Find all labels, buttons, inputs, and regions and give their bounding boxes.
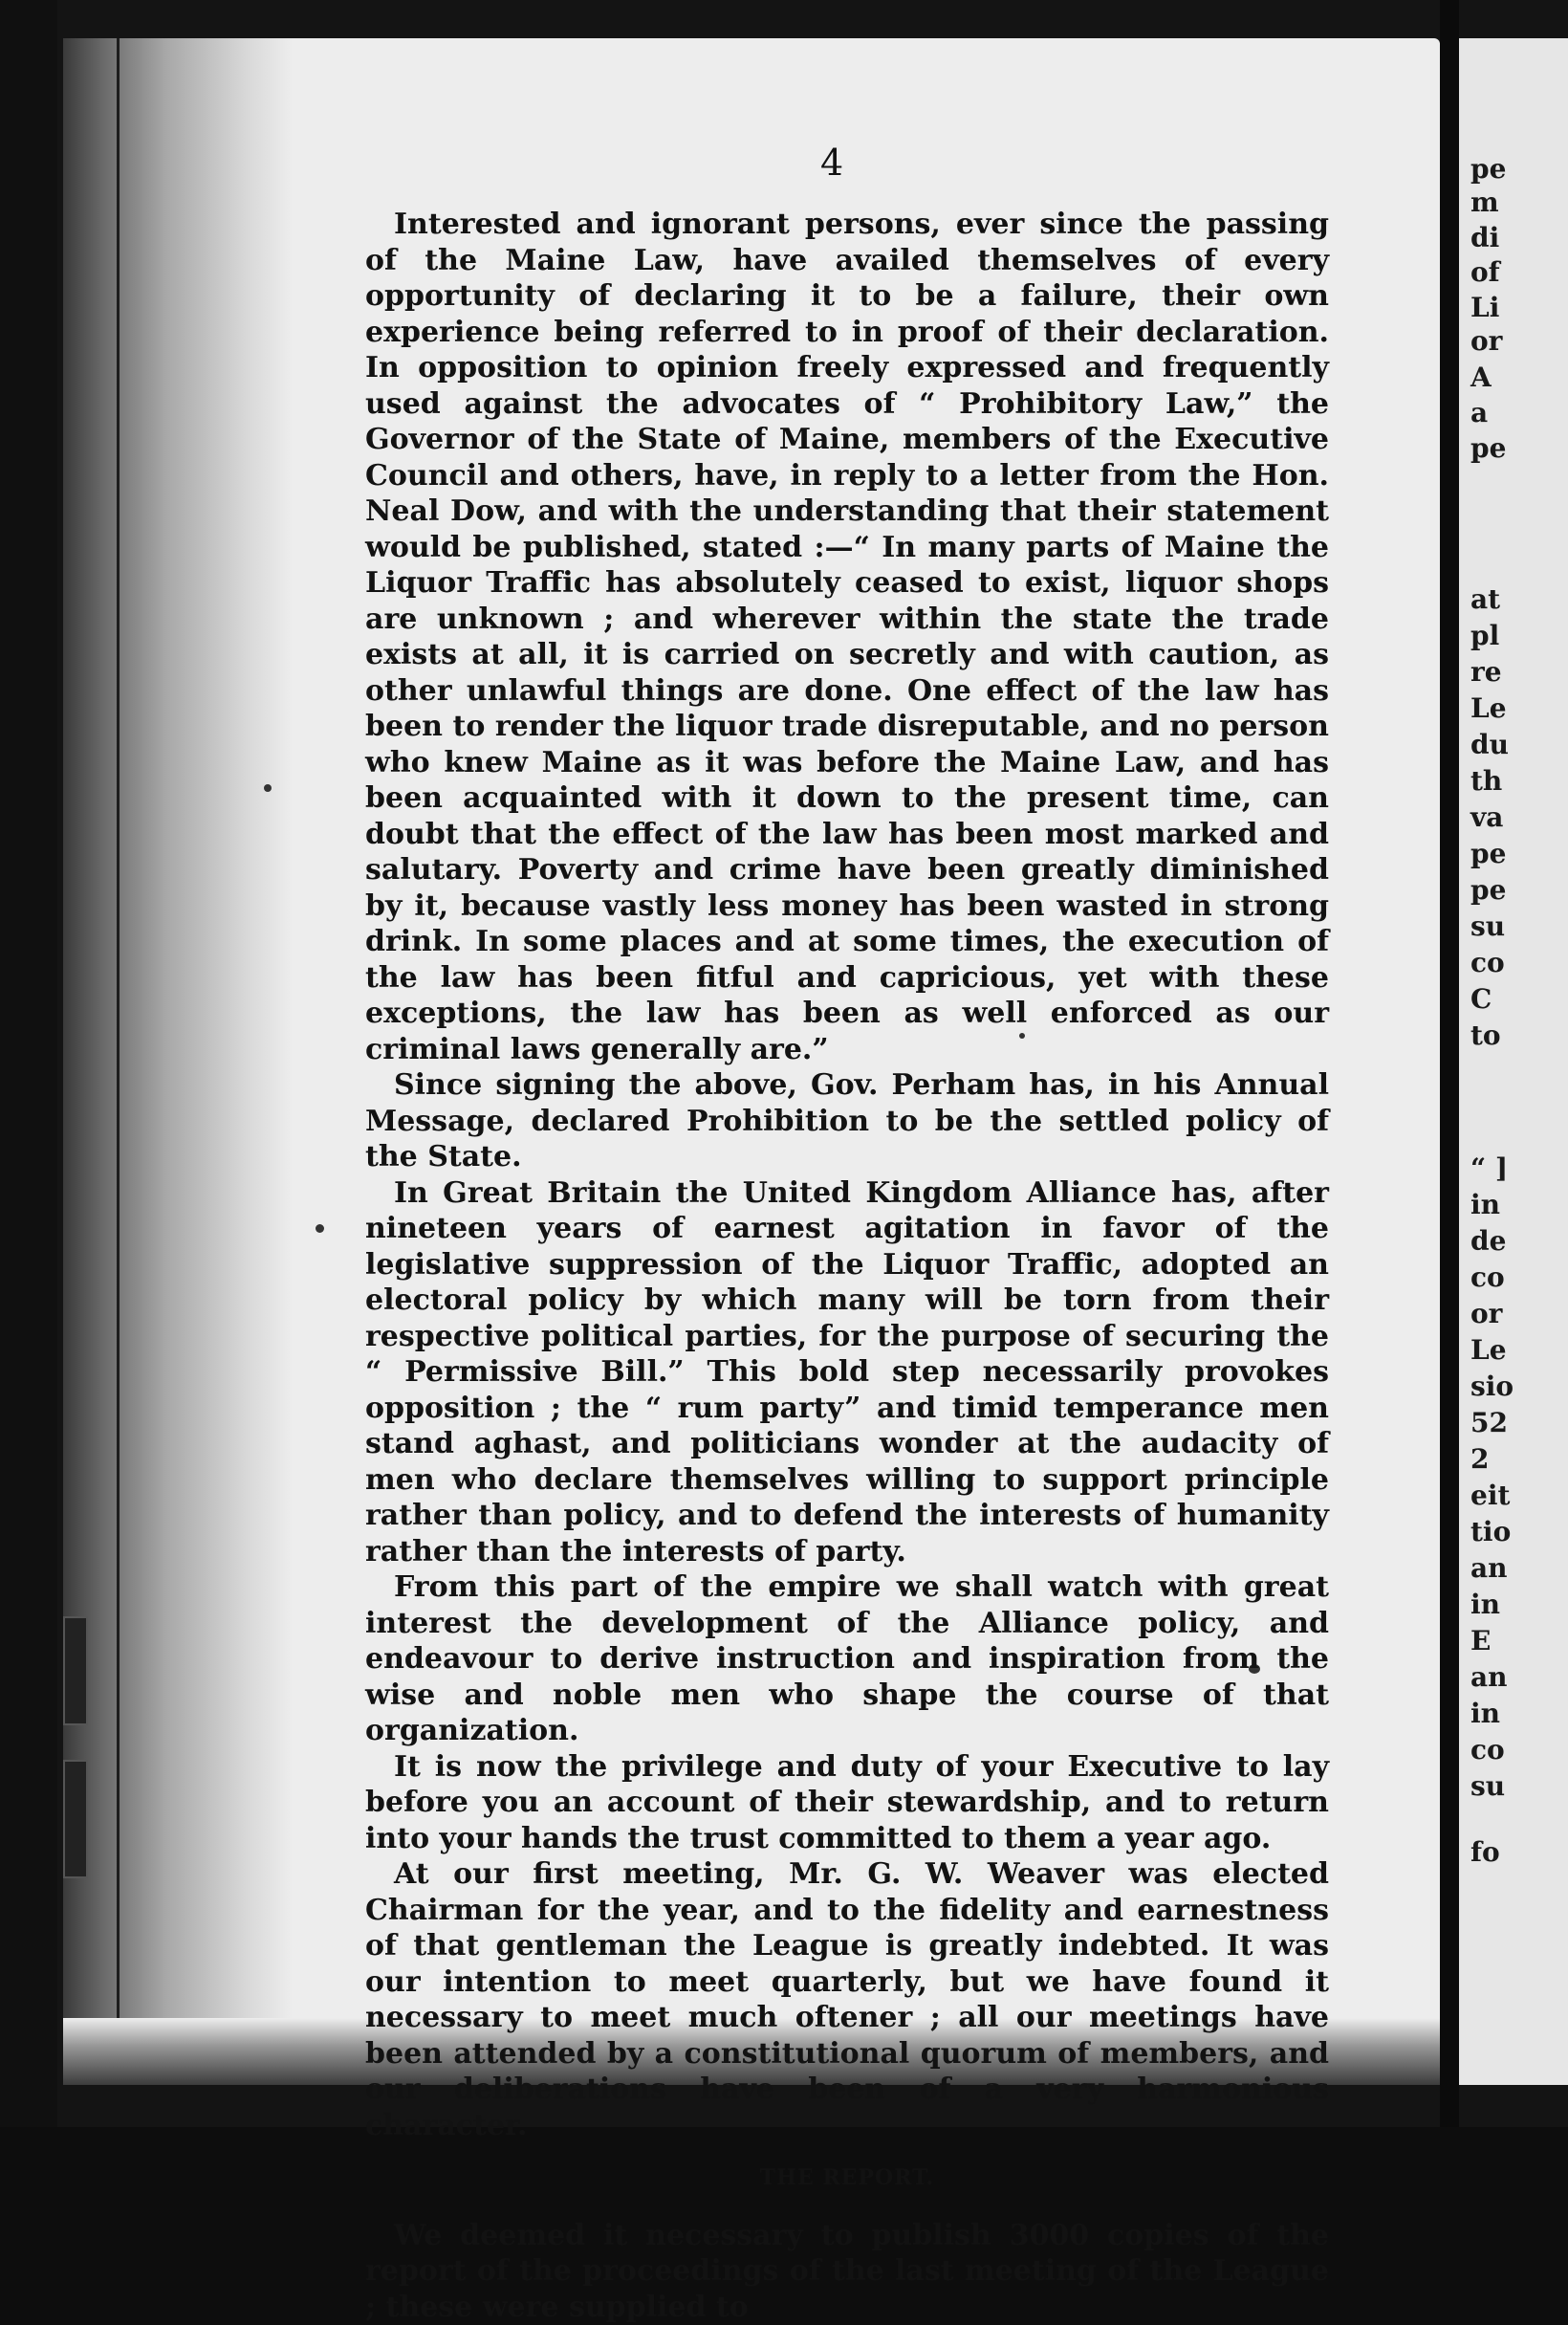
adjacent-page-fragment: m <box>1470 186 1499 219</box>
section-heading: THE REPORT. <box>365 2160 1329 2197</box>
adjacent-page-fragment: 52 <box>1470 1407 1508 1439</box>
paragraph-maine-law: Interested and ignorant persons, ever since the passing of the Maine Law, have availed themselves of every opportunity of declaring it to be a failure, their own experience being referred to in proof of their declaration. In opposition to opinion freely expressed and frequently used against the advocates of “ Prohibitory Law,” the Governor of the State of Maine, members of the Executive Council and others, have, in reply to a letter from the Hon. Neal Dow, and with the understanding that their statement would be published, stated :—“ In many parts of Maine the Liquor Traffic has absolutely ceased to exist, liquor shops are unknown ; and wherever within the state the trade exists at all, it is carried on secretly and with caution, as other unlawful things are done. One effect of the law has been to render the liquor trade disreputable, and no person who knew Maine as it was before the Maine Law, and has been acquainted with it down to the present time, can doubt that the effect of the law has been most marked and salutary. Poverty and crime have been greatly diminished by it, because vastly less money has been wasted in strong drink. In some places and at some times, the execution of the law has been fitful and capricious, yet with these exceptions, the law has been as well enforced as our criminal laws generally are.” <box>365 207 1329 1067</box>
adjacent-page-fragment: or <box>1470 325 1502 358</box>
adjacent-page-fragment: Li <box>1470 292 1499 324</box>
adjacent-page-fragment: Le <box>1470 1334 1507 1367</box>
adjacent-page-fragment: eit <box>1470 1480 1510 1512</box>
adjacent-page-fragment: va <box>1470 801 1503 834</box>
paragraph-executive: It is now the privilege and duty of your Executive to lay before you an account of their stewardship, and to return into your hands the trust committed to them a year ago. <box>365 1749 1329 1857</box>
page-body-text <box>365 207 1329 2325</box>
adjacent-page-fragment: a <box>1470 397 1488 429</box>
adjacent-page-fragment: in <box>1470 1698 1500 1730</box>
adjacent-page-fragment: du <box>1470 729 1509 761</box>
adjacent-page-fragment: pl <box>1470 620 1499 652</box>
paragraph-gov-perham: Since signing the above, Gov. Perham has, in his Annual Message, declared Prohibition to be the settled policy of the State. <box>365 1067 1329 1175</box>
adjacent-page-fragment: pe <box>1470 838 1506 870</box>
adjacent-page-fragment: su <box>1470 1770 1505 1803</box>
paragraph-empire: From this part of the empire we shall watch with great interest the development of the Alliance policy, and endeavour to derive instruction and inspiration from the wise and noble men who shape the course of that organization. <box>365 1569 1329 1749</box>
adjacent-page-fragment: 2 <box>1470 1443 1489 1476</box>
adjacent-page-fragment: pe <box>1470 432 1506 465</box>
adjacent-page-fragment: in <box>1470 1189 1500 1221</box>
adjacent-page-fragment: de <box>1470 1225 1506 1258</box>
page-number: 4 <box>820 142 843 184</box>
adjacent-page-fragment: pe <box>1470 153 1506 186</box>
scan-left-border <box>0 0 57 2127</box>
adjacent-page-fragment: fo <box>1470 1836 1500 1869</box>
adjacent-page-fragment: re <box>1470 656 1502 689</box>
adjacent-page-fragment: co <box>1470 947 1505 979</box>
adjacent-page-fragment: C <box>1470 983 1492 1016</box>
adjacent-page-fragment: to <box>1470 1020 1501 1052</box>
paragraph-first-meeting: At our first meeting, Mr. G. W. Weaver was elected Chairman for the year, and to the fidelity and earnestness of that gentleman the League is greatly indebted. It was our intention to meet quarterly, but we have found it necessary to meet much oftener ; all our meetings have been attended by a constitutional quorum of members, and our deliberations have been of a very harmonious character. <box>365 1856 1329 2143</box>
adjacent-page-fragment: at <box>1470 583 1500 616</box>
page-binding-shadow <box>63 38 293 2085</box>
adjacent-page-fragment: su <box>1470 910 1505 943</box>
adjacent-page-fragment: in <box>1470 1589 1500 1621</box>
adjacent-page-fragment: co <box>1470 1261 1505 1294</box>
page-gutter <box>1440 0 1459 2127</box>
adjacent-page-fragment: Le <box>1470 692 1507 725</box>
binding-clip-lower <box>63 1760 88 1878</box>
paragraph-report: We deemed it necessary to publish 3000 copies of the report of the proceedings of the last meeting of the League ; these were supplied to <box>365 2218 1329 2325</box>
adjacent-page-fragment: of <box>1470 256 1500 289</box>
adjacent-page-fragment: th <box>1470 765 1502 798</box>
adjacent-page-fragment: E <box>1470 1625 1491 1657</box>
adjacent-page-fragment: or <box>1470 1298 1502 1330</box>
adjacent-page-fragment: “ ] <box>1470 1152 1508 1185</box>
binding-line <box>117 38 120 2085</box>
adjacent-page-edge <box>1459 38 1568 2085</box>
adjacent-page-fragment: sio <box>1470 1371 1514 1403</box>
paragraph-great-britain: In Great Britain the United Kingdom Alliance has, after nineteen years of earnest agitation in favor of the legislative suppression of the Liquor Traffic, adopted an electoral policy by which many will be torn from their respective political parties, for the purpose of securing the “ Permissive Bill.” This bold step necessarily provokes opposition ; the “ rum party” and timid temperance men stand aghast, and politicians wonder at the audacity of men who declare themselves willing to support principle rather than policy, and to defend the interests of humanity rather than the interests of party. <box>365 1175 1329 1570</box>
adjacent-page-fragment: pe <box>1470 874 1506 907</box>
adjacent-page-fragment: A <box>1470 362 1492 394</box>
binding-clip-upper <box>63 1616 88 1725</box>
adjacent-page-fragment: tio <box>1470 1516 1511 1548</box>
adjacent-page-fragment: an <box>1470 1661 1508 1694</box>
adjacent-page-fragment: an <box>1470 1552 1508 1585</box>
adjacent-page-fragment: di <box>1470 222 1499 254</box>
adjacent-page-fragment: co <box>1470 1734 1505 1766</box>
